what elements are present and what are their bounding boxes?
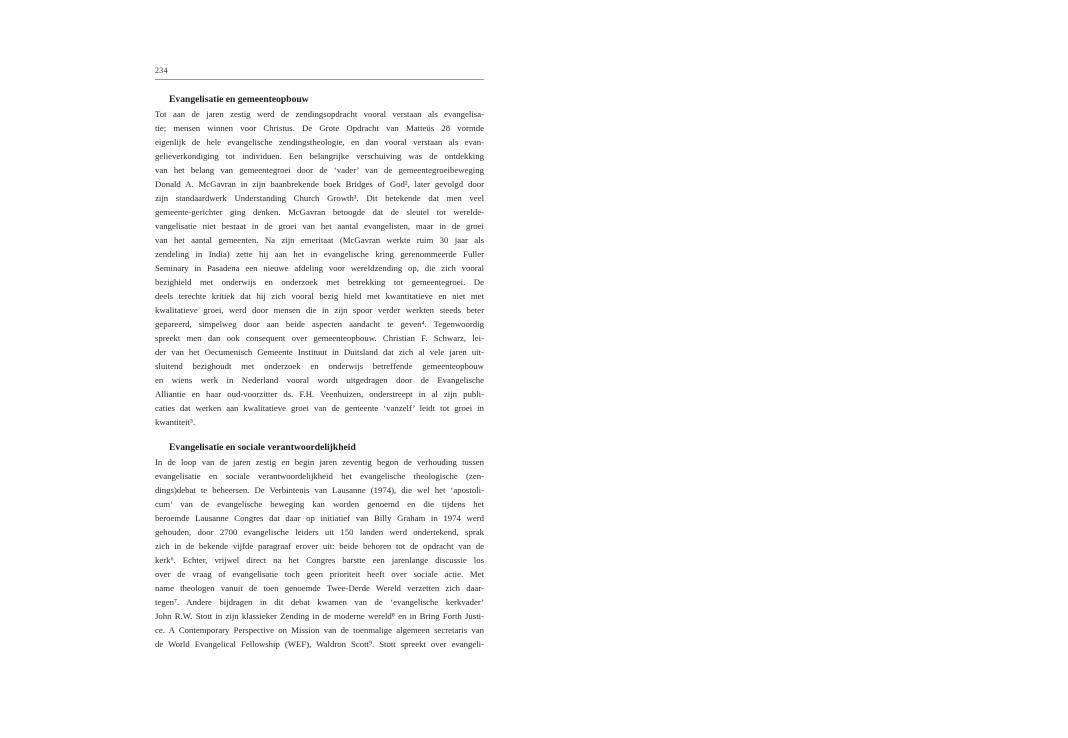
- text-line: eigenlijk de hele evangelische zendingstheologie, en dan vooral verstaan als evan-: [155, 137, 484, 147]
- text-line: Donald A. McGavran in zijn baanbrekende boek Bridges of God², later gevolgd door: [155, 179, 484, 189]
- text-line: bezighield met onderwijs en onderzoek met betrekking tot gemeentegroei. De: [155, 277, 484, 287]
- text-line: zich in de bekende vijfde paragraaf erover uit: beide behoren tot de opdracht van de: [155, 541, 484, 551]
- page-number: 234: [155, 66, 168, 75]
- text-line: de World Evangelical Fellowship (WEF), Waldron Scott⁹. Stott spreekt over evangeli-: [155, 639, 484, 649]
- paragraph-gemeenteopbouw: [155, 107, 484, 429]
- section-heading-gemeenteopbouw: Evangelisatie en gemeenteopbouw: [169, 94, 309, 105]
- text-line: spreekt men dan ook consequent over gemeenteopbouw. Christian F. Schwarz, lei-: [155, 333, 484, 343]
- book-page: [155, 66, 484, 651]
- paragraph-sociale-verantwoordelijkheid: [155, 455, 484, 651]
- text-line: cum’ van de evangelische beweging kan worden genoemd en die tijdens het: [155, 499, 484, 509]
- text-line: kwalitatieve groei, werd door mensen die in zijn spoor verder werkten steeds beter: [155, 305, 484, 315]
- text-line: name theologen vanuit de toen genoemde Twee-Derde Wereld verzetten zich daar-: [155, 583, 484, 593]
- text-line: over de vraag of evangelisatie toch geen prioriteit heeft over sociale actie. Met: [155, 569, 484, 579]
- text-line: deels terechte kritiek dat hij zich vooral bezig hield met kwantitatieve en niet met: [155, 291, 484, 301]
- text-line: caties dat werken aan kwalitatieve groei van de gemeente ‘vanzelf’ leidt tot groei in: [155, 403, 484, 413]
- text-line: van het aantal gemeenten. Na zijn emeritaat (McGavran werkte ruim 30 jaar als: [155, 235, 484, 245]
- text-line: gepareerd, simpelweg door aan beide aspecten aandacht te geven⁴. Tegenwoordig: [155, 319, 484, 329]
- text-line: Tot aan de jaren zestig werd de zendingsopdracht vooral verstaan als evangelisa-: [155, 109, 484, 119]
- text-line: zijn standaardwerk Understanding Church Growth³. Dit betekende dat men veel: [155, 193, 484, 203]
- text-line: tegen⁷. Andere bijdragen in dit debat kwamen van de ‘evangelische kerkvader’: [155, 597, 484, 607]
- text-line: John R.W. Stott in zijn klassieker Zending in de moderne wereld⁸ en in Bring Forth Justi-: [155, 611, 484, 621]
- text-line: beroemde Lausanne Congres dat daar op initiatief van Billy Graham in 1974 werd: [155, 513, 484, 523]
- section-heading-sociale-verantwoordelijkheid: Evangelisatie en sociale verantwoordelijkheid: [169, 442, 356, 453]
- text-line: dings)debat te beheersen. De Verbintenis van Lausanne (1974), die wel het ‘apostoli-: [155, 485, 484, 495]
- header-rule: [155, 79, 484, 80]
- text-line: kwantiteit⁵.: [155, 417, 196, 427]
- text-line: gelieverkondiging tot individuen. Een belangrijke verschuiving was de ontdekking: [155, 151, 484, 161]
- text-line: ce. A Contemporary Perspective on Mission van de toenmalige algemeen secretaris van: [155, 625, 484, 635]
- text-line: sluitend bezighoudt met onderzoek en onderwijs betreffende gemeenteopbouw: [155, 361, 484, 371]
- text-line: van het belang van gemeentegroei door de ‘vader’ van de gemeentegroeibeweging: [155, 165, 484, 175]
- text-line: gemeente-gerichter ging denken. McGavran betoogde dat de sleutel tot wereldе-: [155, 207, 484, 217]
- text-line: en wiens werk in Nederland vooral wordt uitgedragen door de Evangelische: [155, 375, 484, 385]
- text-line: In de loop van de jaren zestig en begin jaren zeventig begon de verhouding tussen: [155, 457, 484, 467]
- text-line: der van het Oecumenisch Gemeente Instituut in Duitsland dat zich al vele jaren uit-: [155, 347, 484, 357]
- text-line: gehouden, door 2700 evangelische leiders uit 150 landen werd ondertekend, sprak: [155, 527, 484, 537]
- text-line: tie; mensen winnen voor Christus. De Grote Opdracht van Matteüs 28 vormde: [155, 123, 484, 133]
- text-line: Seminary in Pasadena een nieuwe afdeling voor wereldzending op, die zich vooral: [155, 263, 484, 273]
- text-line: vangelisatie niet bestaat in de groei van het aantal evangelisten, maar in de groei: [155, 221, 484, 231]
- text-line: Alliantie en haar oud-voorzitter ds. F.H. Veenhuizen, onderstreept in al zijn publi-: [155, 389, 484, 399]
- text-line: zendeling in India) zette hij aan het in evangelische kring gerenommeerde Fuller: [155, 249, 484, 259]
- text-line: evangelisatie en sociale verantwoordelijkheid het evangelische theologische (zen-: [155, 471, 484, 481]
- text-line: kerk⁶. Echter, vrijwel direct na het Congres barstte een jarenlange discussie los: [155, 555, 484, 565]
